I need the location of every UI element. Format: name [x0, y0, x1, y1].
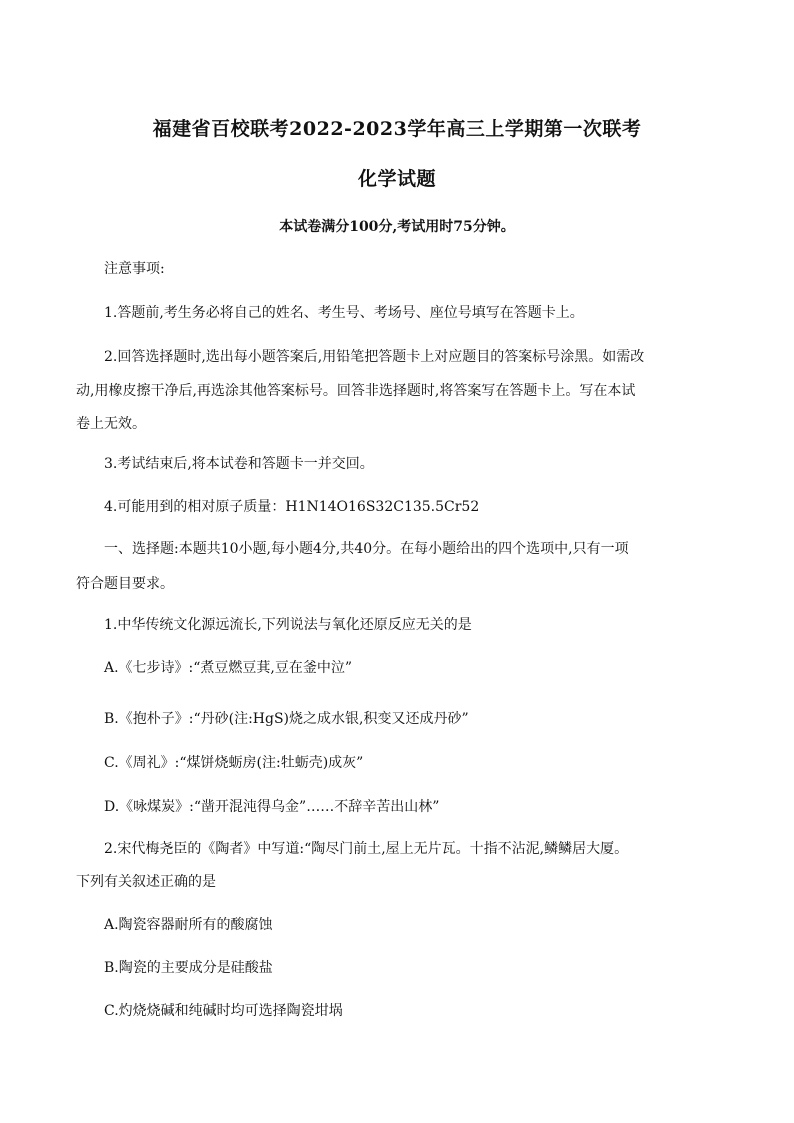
q1-option-a: A.《七步诗》:“煮豆燃豆萁,豆在釜中泣” — [104, 660, 353, 676]
q2-stem-line-1: 2.宋代梅尧臣的《陶者》中写道:“陶尽门前土,屋上无片瓦。十指不沾泥,鳞鳞居大厦。 — [104, 841, 629, 857]
subject-title: 化学试题 — [357, 168, 436, 190]
note-item-3: 3.考试结束后,将本试卷和答题卡一并交回。 — [104, 456, 374, 472]
note-item-4: 4.可能用到的相对原子质量：H1N14O16S32C135.5Cr52 — [104, 499, 480, 515]
note-item-2-line-2: 动,用橡皮擦干净后,再选涂其他答案标号。回答非选择题时,将答案写在答题卡上。写在本试 — [76, 383, 636, 399]
note-item-2-line-1: 2.回答选择题时,选出每小题答案后,用铅笔把答题卡上对应题目的答案标号涂黑。如需改 — [104, 349, 645, 365]
q1-option-c: C.《周礼》:“煤饼烧蛎房(注:牡蛎壳)成灰” — [104, 755, 364, 771]
q2-option-c: C.灼烧烧碱和纯碱时均可选择陶瓷坩埚 — [104, 1003, 343, 1019]
q2-option-b: B.陶瓷的主要成分是硅酸盐 — [104, 960, 273, 976]
exam-title: 福建省百校联考2022-2023学年高三上学期第一次联考 — [152, 118, 642, 140]
note-item-2-line-3: 卷上无效。 — [76, 416, 146, 432]
q2-stem-line-2: 下列有关叙述正确的是 — [76, 874, 216, 890]
q1-stem: 1.中华传统文化源远流长,下列说法与氧化还原反应无关的是 — [104, 617, 472, 633]
notes-heading: 注意事项: — [104, 261, 165, 277]
section1-line-2: 符合题目要求。 — [76, 576, 174, 592]
exam-info: 本试卷满分100分,考试用时75分钟。 — [279, 219, 515, 235]
q1-option-b: B.《抱朴子》:“丹砂(注:HgS)烧之成水银,积变又还成丹砂” — [104, 711, 469, 727]
section1-line-1: 一、选择题:本题共10小题,每小题4分,共40分。在每小题给出的四个选项中,只有一项 — [104, 541, 629, 557]
q2-option-a: A.陶瓷容器耐所有的酸腐蚀 — [104, 917, 273, 933]
q1-option-d: D.《咏煤炭》:“凿开混沌得乌金”……不辞辛苦出山林” — [104, 799, 440, 815]
note-item-1: 1.答题前,考生务必将自己的姓名、考生号、考场号、座位号填写在答题卡上。 — [104, 305, 584, 321]
